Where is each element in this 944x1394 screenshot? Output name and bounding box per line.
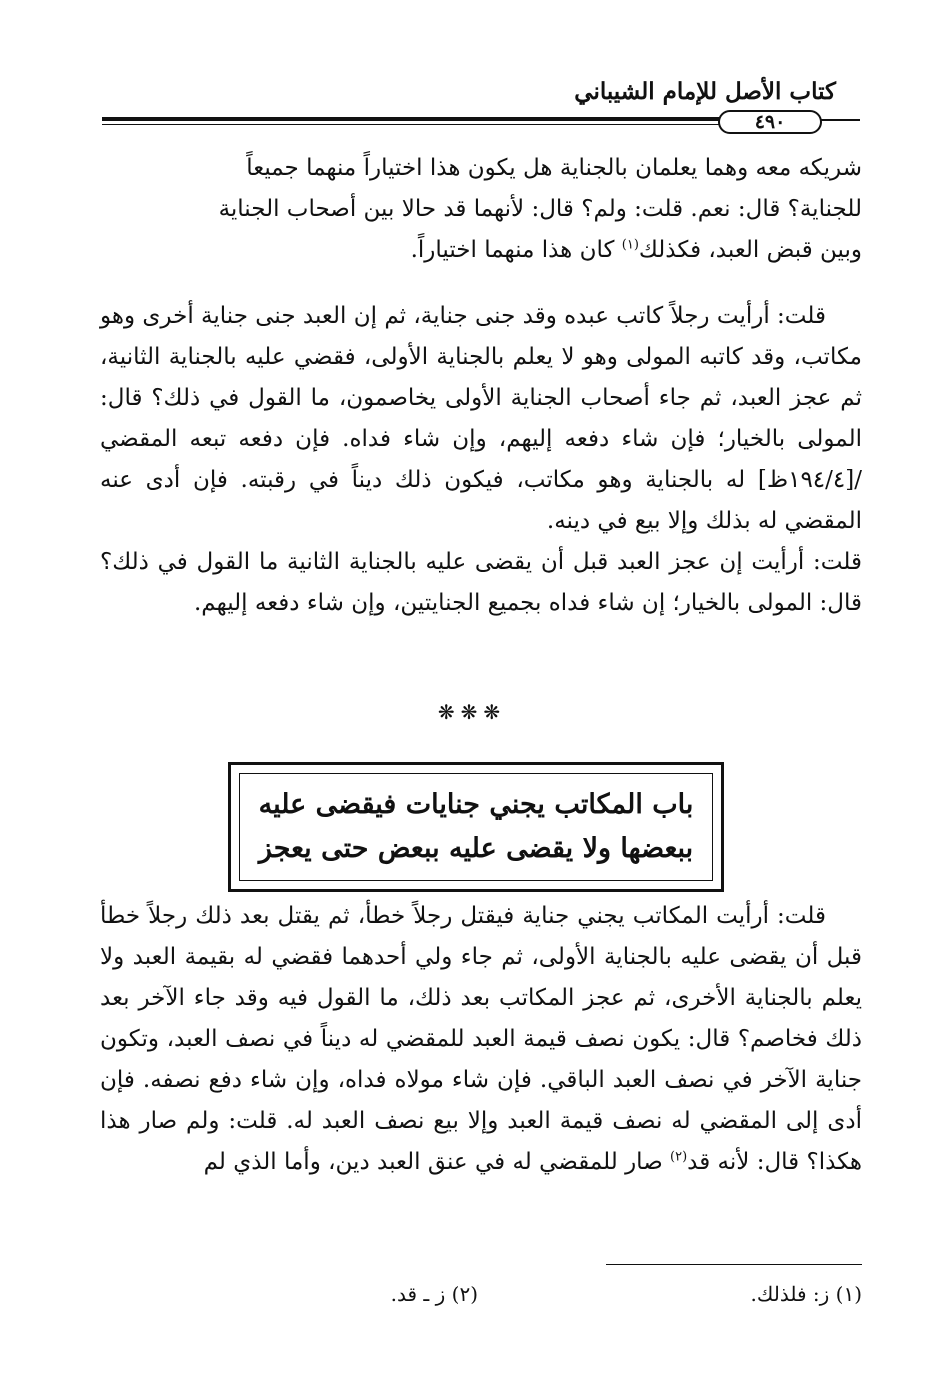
header-rule: [102, 110, 862, 132]
header-rule-thick: [102, 117, 730, 121]
paragraph-chapter-body: [100, 896, 862, 1183]
header-rule-thin: [102, 124, 730, 125]
paragraph-text: قلت: أرأيت رجلاً كاتب عبده وقد جنى جناية، ثم إن العبد جنى جناية أخرى وهو مكاتب، وقد كاتبه المولى وهو لا يعلم بالجناية الأولى، فقضي عليه بالجناية الثانية، ثم عجز العبد، ثم جاء أصحاب الجناية الأولى يخاصمون، ما القول في ذلك؟ قال: المولى بالخيار؛ فإن شاء دفعه إليهم، وإن شاء فداه. فإن دفعه تبعه المقضي /[١٩٤/٤ظ] له بالجناية وهو مكاتب، فيكون ذلك ديناً في رقبته. فإن أدى عنه المقضي له بذلك وإلا بيع في دينه.: [100, 303, 862, 534]
paragraph-text: [100, 896, 862, 1183]
text-fragment: وبين قبض العبد، فكذلك: [638, 237, 862, 263]
chapter-title-line: ببعضها ولا يقضى عليه ببعض حتى يعجز: [258, 833, 694, 864]
footnote-1: (١) ز: فلذلك.: [750, 1282, 862, 1306]
running-title: كتاب الأصل للإمام الشيباني: [574, 78, 836, 105]
footnote-separator: [606, 1264, 862, 1265]
page-number-badge: ٤٩٠: [718, 110, 822, 134]
text-fragment: قلت: أرأيت المكاتب يجني جناية فيقتل رجلاً خطأ، ثم يقتل بعد ذلك رجلاً خطأ قبل أن يقضى عليه بالجناية الأولى، ثم جاء ولي أحدهما فقضي له بقيمة العبد ولا يعلم بالجناية الأخرى، ثم عجز المكاتب بعد ذلك، ما القول فيه وقد جاء الآخر بعد ذلك فخاصم؟ قال: يكون نصف قيمة العبد للمقضي له ديناً في نصف العبد، وتكون جناية الآخر في نصف العبد الباقي. فإن شاء مولاه فداه، وإن شاء دفع نصفه. فإن أدى إلى المقضي له نصف قيمة العبد وإلا بيع نصف العبد له. قلت: ولم صار هذا هكذا؟ قال: لأنه قد: [100, 903, 862, 1175]
footnote-2: (٢) ز ـ قد.: [390, 1282, 478, 1306]
page-number-tail: [820, 119, 860, 121]
chapter-title-line: باب المكاتب يجني جنايات فيقضى عليه: [258, 789, 694, 820]
text-line: [100, 230, 862, 271]
text-fragment: صار للمقضي له في عنق العبد دين، وأما الذي لم: [203, 1149, 671, 1175]
text-line: للجناية؟ قال: نعم. قلت: ولم؟ قال: لأنهما قد حالا بين أصحاب الجناية: [218, 196, 862, 222]
text-fragment: كان هذا منهما اختياراً.: [410, 237, 622, 263]
footnote-marker: (١): [621, 237, 639, 253]
paragraph-question-one: [100, 296, 862, 624]
section-separator: ❋❋❋: [437, 700, 507, 724]
paragraph-text: قلت: أرأيت إن عجز العبد قبل أن يقضى عليه بالجناية الثانية ما القول في ذلك؟ قال: المولى بالخيار؛ إن شاء فداه بجميع الجنايتين، وإن شاء دفعه إليهم.: [100, 549, 862, 616]
footnote-marker: (٢): [670, 1149, 688, 1165]
chapter-title-inner-frame: [239, 773, 713, 881]
chapter-title-box: [228, 762, 724, 892]
paragraph-continuation: [100, 148, 862, 271]
text-line: شريكه معه وهما يعلمان بالجناية هل يكون هذا اختياراً منهما جميعاً: [246, 155, 862, 181]
